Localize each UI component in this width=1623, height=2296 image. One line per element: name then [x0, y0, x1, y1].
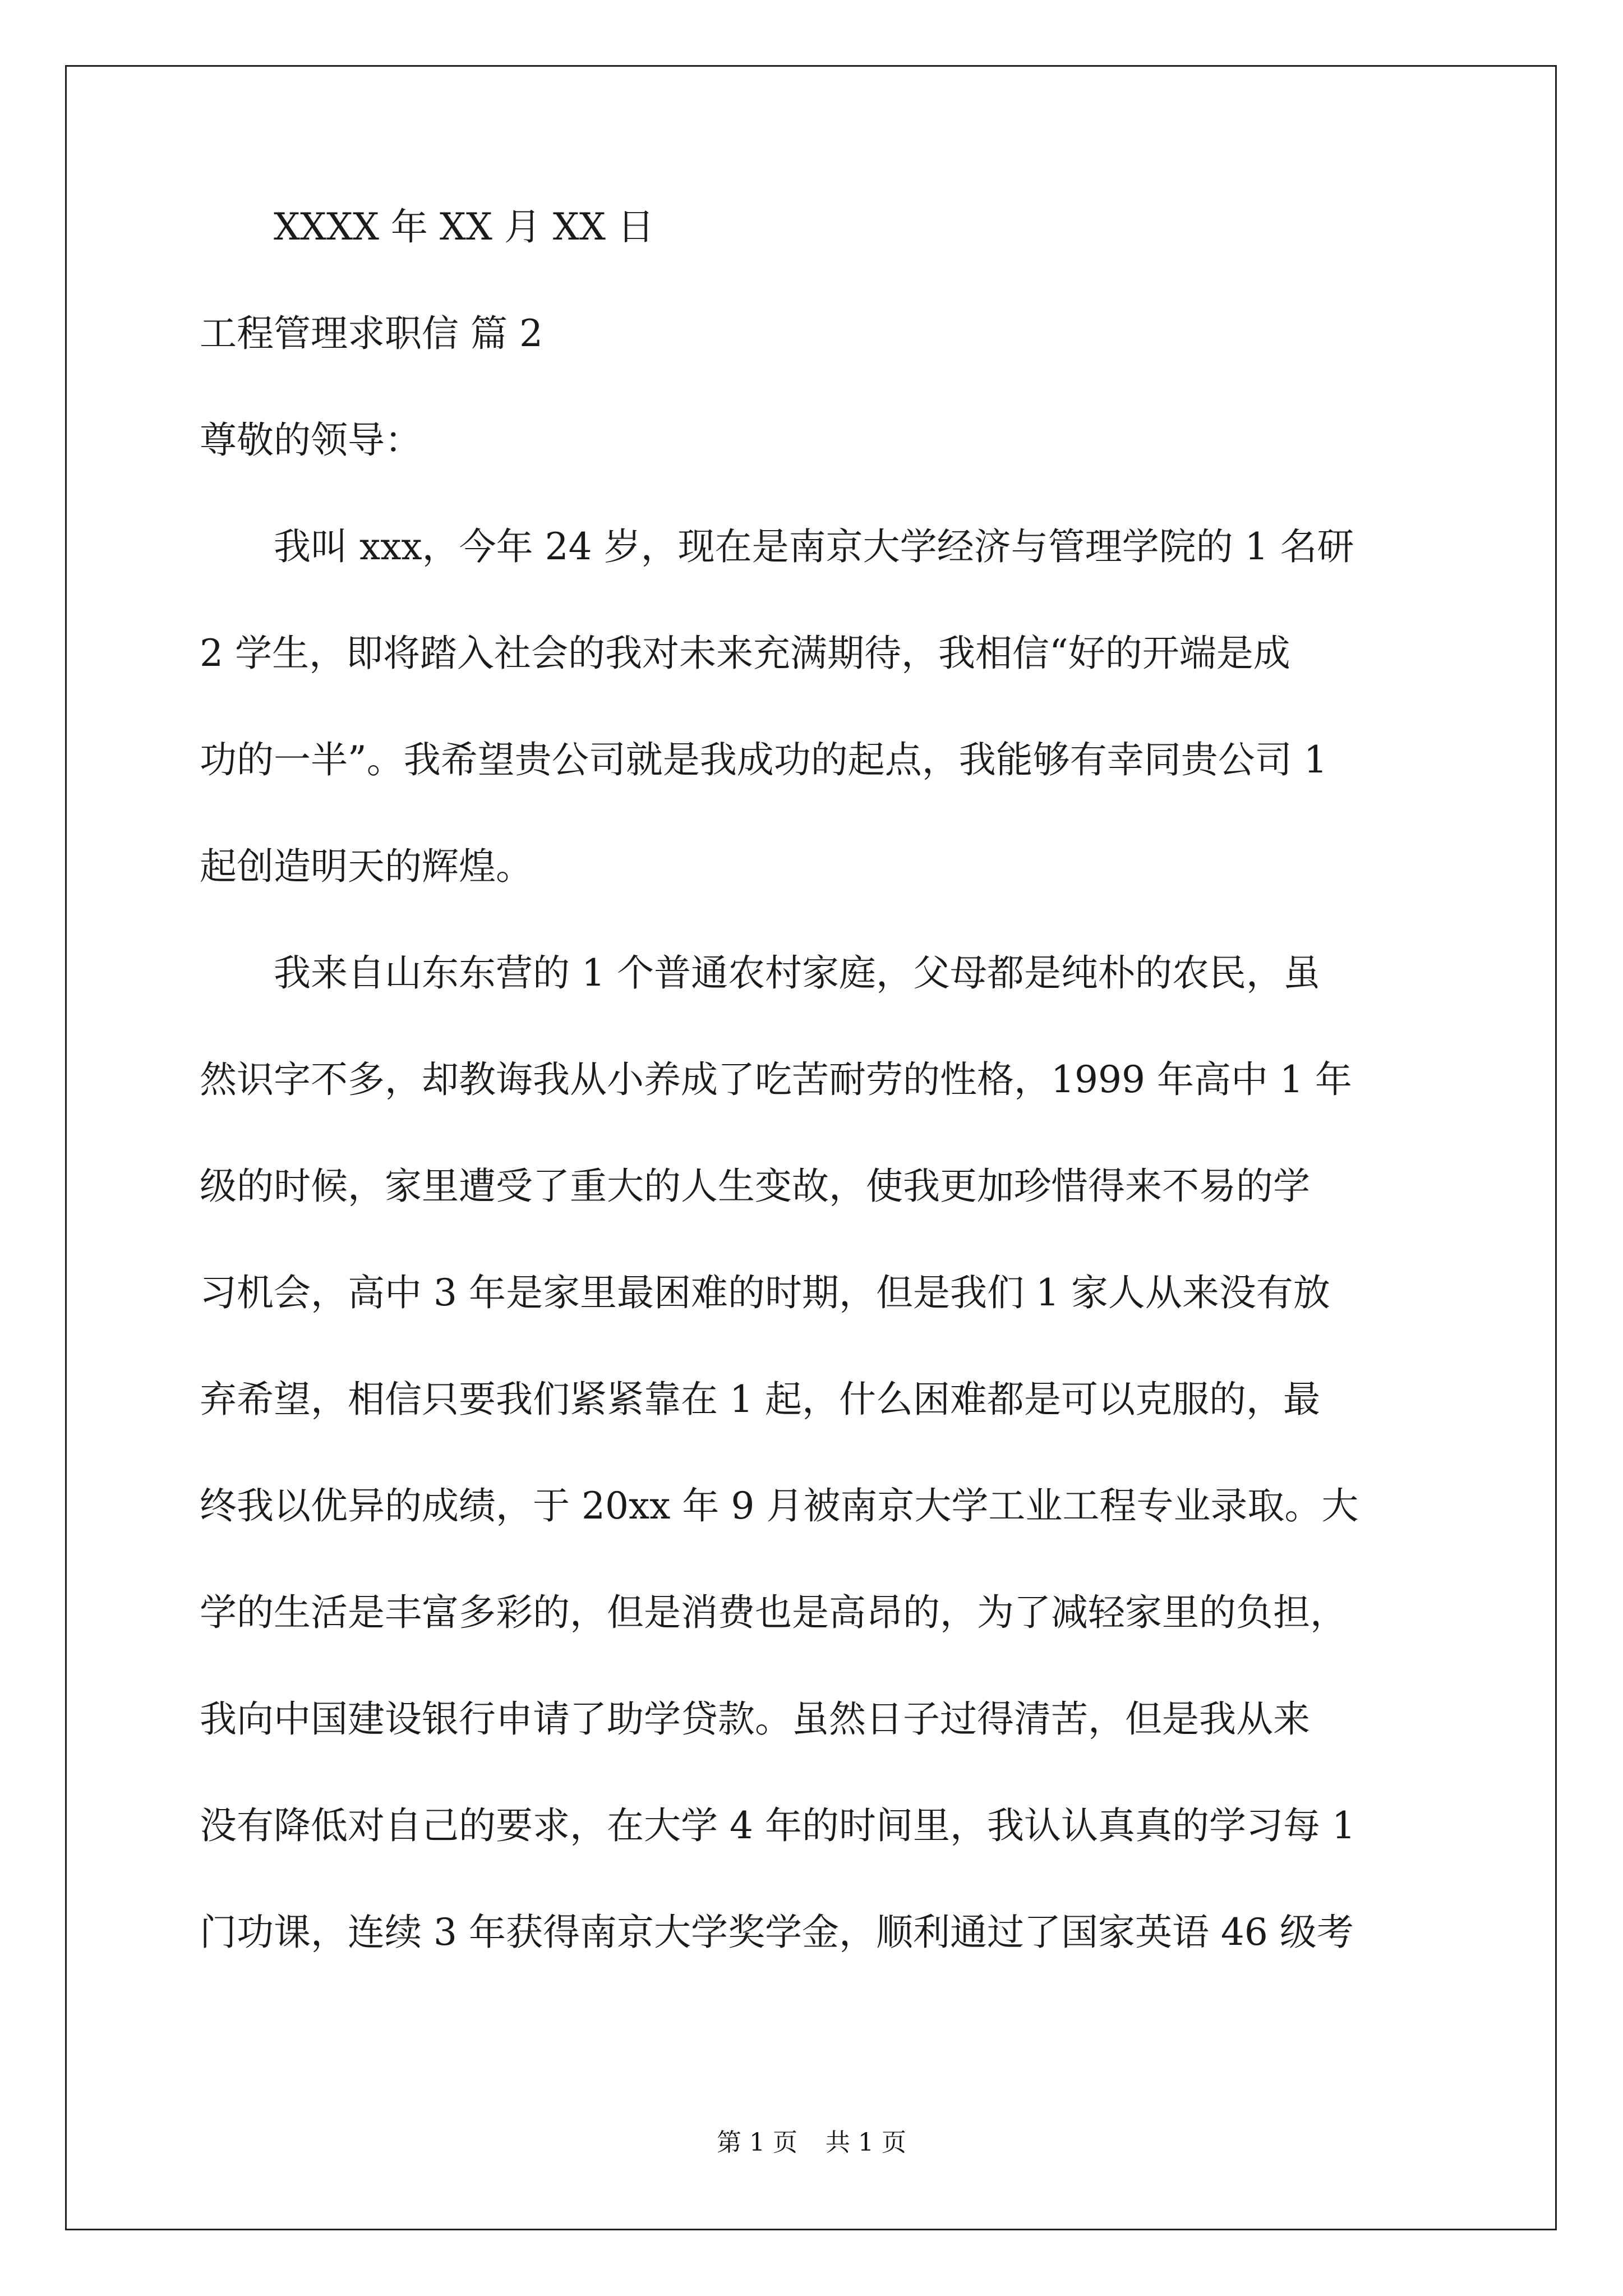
paragraph-2-line: 学的生活是丰富多彩的，但是消费也是高昂的，为了减轻家里的负担，: [200, 1591, 1347, 1634]
date-line: XXXX 年 XX 月 XX 日: [274, 205, 654, 249]
paragraph-2-line: 门功课，连续 3 年获得南京大学奖学金，顺利通过了国家英语 46 级考: [200, 1911, 1354, 1954]
paragraph-1-line: 我叫 xxx，今年 24 岁，现在是南京大学经济与管理学院的 1 名研: [274, 525, 1354, 568]
page-footer: [0, 2126, 1623, 2160]
paragraph-2-line: 弃希望，相信只要我们紧紧靠在 1 起，什么困难都是可以克服的，最: [200, 1378, 1320, 1421]
paragraph-2-line: 我来自山东东营的 1 个普通农村家庭，父母都是纯朴的农民，虽: [274, 951, 1320, 995]
paragraph-2-line: 没有降低对自己的要求，在大学 4 年的时间里，我认认真真的学习每 1: [200, 1804, 1355, 1847]
paragraph-2-line: 级的时候，家里遭受了重大的人生变故，使我更加珍惜得来不易的学: [200, 1165, 1310, 1208]
document-body: [200, 202, 1433, 2014]
paragraph-1-line: 起创造明天的辉煌。: [200, 845, 533, 888]
page-number: 第 1 页: [717, 2128, 797, 2157]
paragraph-2-line: 终我以优异的成绩，于 20xx 年 9 月被南京大学工业工程专业录取。大: [200, 1484, 1359, 1527]
paragraph-2-line: 然识字不多，却教诲我从小养成了吃苦耐劳的性格，1999 年高中 1 年: [200, 1058, 1352, 1101]
document-title: 工程管理求职信 篇 2: [200, 312, 543, 355]
paragraph-1-line: 2 学生，即将踏入社会的我对未来充满期待，我相信“好的开端是成: [200, 632, 1290, 675]
paragraph-1-line: 功的一半”。我希望贵公司就是我成功的起点，我能够有幸同贵公司 1: [200, 738, 1327, 781]
greeting: 尊敬的领导：: [200, 418, 422, 462]
paragraph-2-line: 我向中国建设银行申请了助学贷款。虽然日子过得清苦，但是我从来: [200, 1697, 1310, 1741]
page-total: 共 1 页: [826, 2128, 906, 2157]
paragraph-2-line: 习机会，高中 3 年是家里最困难的时期，但是我们 1 家人从来没有放: [200, 1271, 1330, 1314]
